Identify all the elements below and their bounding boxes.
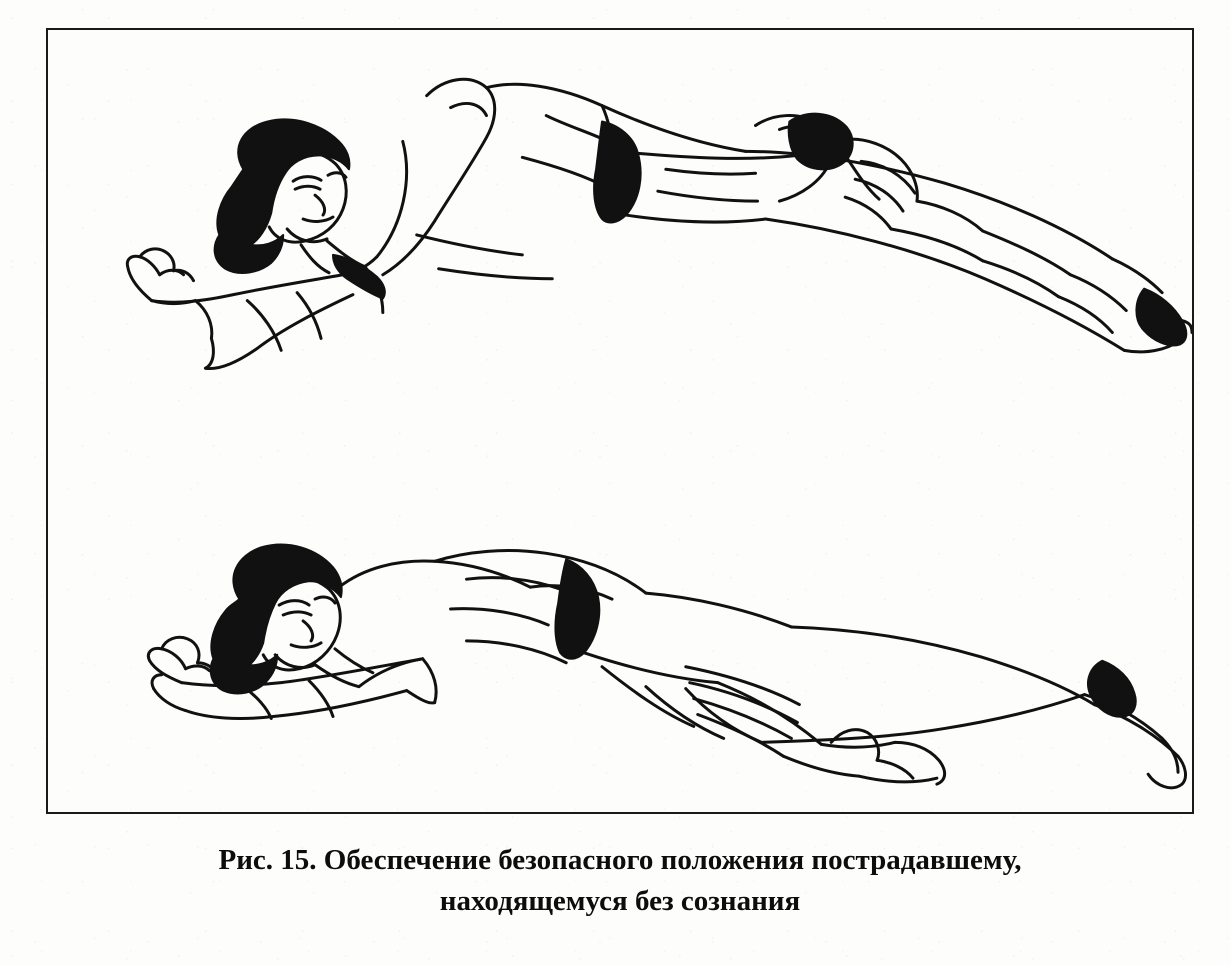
figure-caption [46, 840, 1194, 922]
figure-illustration [48, 30, 1192, 812]
caption-line-2: находящемуся без сознания [439, 885, 801, 918]
figure-frame [46, 28, 1194, 814]
panel-top-drawing [127, 79, 1192, 368]
figure-label: Рис. 15. [218, 844, 317, 876]
caption-line-1: Обеспечение безопасного положения пострадавшему, [323, 844, 1022, 876]
panel-bottom-drawing [148, 545, 1185, 788]
